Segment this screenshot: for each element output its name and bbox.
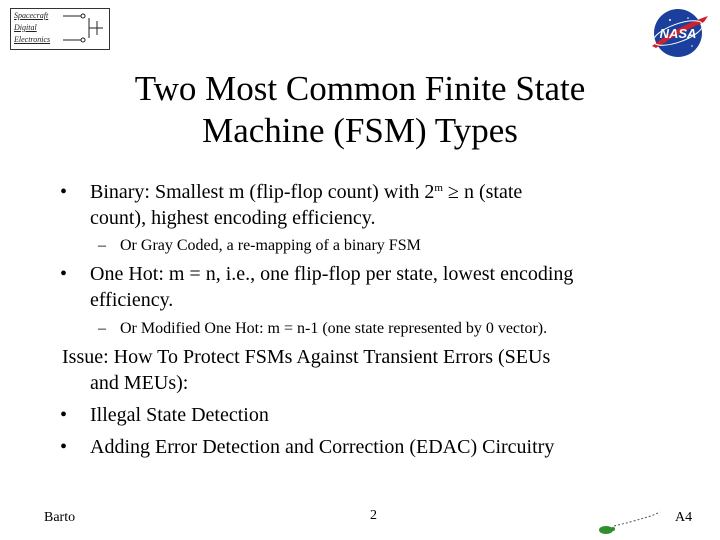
slide-title [60,68,660,152]
bullet-binary-line2: count), highest encoding efficiency. [90,207,376,229]
logo-circuit-icon [11,9,109,49]
bullet-dot: • [60,263,68,285]
bullet-one-hot-text [90,261,690,313]
issue-paragraph [62,344,702,396]
nasa-logo-text: NASA [659,26,697,41]
footer-author: Barto [44,510,76,525]
nasa-logo-icon [648,6,712,58]
issue-bullet-edac-text: Adding Error Detection and Correction (EDAC) Circuitry [90,436,555,458]
logo-line-2: Digital [14,23,37,32]
logo-line-1: Spacecraft [14,11,49,20]
spacecraft-digital-electronics-logo [10,8,110,50]
bullet-binary-sup: m [434,182,443,194]
title-line-2: Machine (FSM) Types [202,111,518,150]
logo-line-3: Electronics [14,35,51,44]
bullet-one-hot-line1: One Hot: m = n, i.e., one flip-flop per state, lowest encoding [90,263,574,285]
bullet-one-hot-line2: efficiency. [90,289,174,311]
sub-bullet-gray-text: Or Gray Coded, a re-mapping of a binary FSM [120,237,421,254]
bullet-dot: • [60,181,68,203]
bullet-binary-text [90,179,690,231]
sub-dash: – [98,320,106,337]
title-line-1: Two Most Common Finite State [134,69,586,108]
sub-dash: – [98,237,106,254]
bullet-binary-post: ≥ n (state [442,181,523,203]
footer-page-number: 2 [370,508,377,523]
footer-slide-id: A4 [675,510,693,525]
turtle-trail-icon [596,508,666,538]
bullet-dot: • [60,436,68,458]
bullet-binary-pre: Binary: Smallest m (flip-flop count) with 2 [90,181,435,203]
issue-bullet-illegal-state-text: Illegal State Detection [90,404,269,426]
issue-line-1: Issue: How To Protect FSMs Against Transient Errors (SEUs [62,346,551,368]
bullet-dot: • [60,404,68,426]
issue-line-2: and MEUs): [90,372,189,394]
sub-bullet-modified-one-hot-text: Or Modified One Hot: m = n-1 (one state represented by 0 vector). [120,320,548,337]
